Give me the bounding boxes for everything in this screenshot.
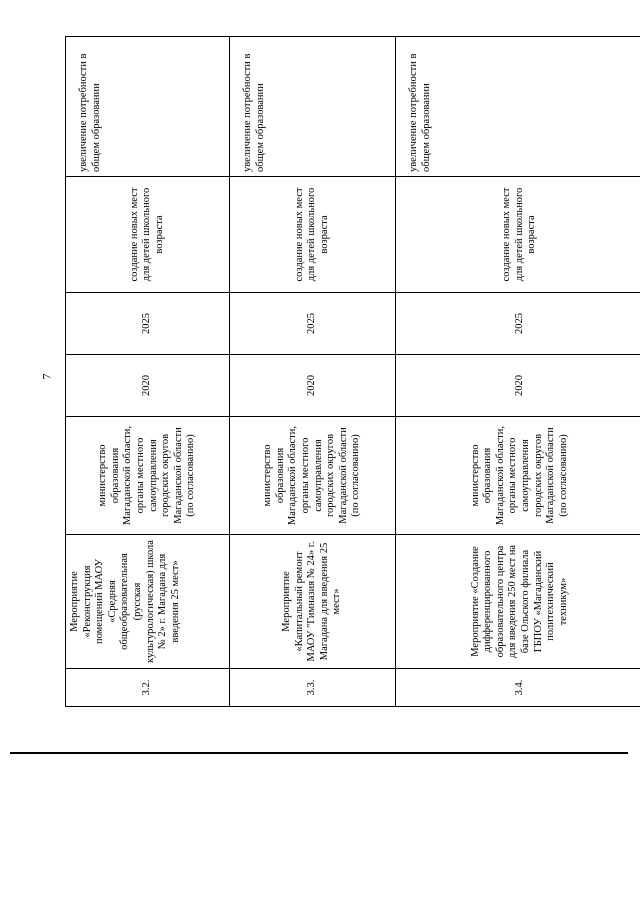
indicator: увеличение потребности в общем образовании [396, 37, 640, 177]
bottom-rule [10, 752, 628, 754]
start-year: 2020 [396, 355, 640, 417]
table-row [396, 37, 640, 707]
page-number: 7 [39, 373, 54, 380]
activities-table [65, 36, 640, 707]
event-name: Мероприятие «Реконструкция помещений МАОУ «Средняя общеобразовательная (русская культурологическая) школа № 2» г. Магадана для введения 25 мест» [66, 535, 230, 669]
start-year: 2020 [230, 355, 396, 417]
indicator: увеличение потребности в общем образовании [66, 37, 230, 177]
row-number: 3.3. [230, 669, 396, 707]
event-name: Мероприятие «Капитальный ремонт МАОУ "Гимназия № 24» г. Магадана для введения 25 мест» [230, 535, 396, 669]
indicator: увеличение потребности в общем образовании [230, 37, 396, 177]
event-name: Мероприятие «Создание дифференцированного образовательного центра для введения 250 мест на базе Ольского филиала ГБПОУ «Магаданский политехнический техникум» [396, 535, 640, 669]
responsible-org: министерство образования Магаданской области, органы местного самоуправления городских округов Магаданской области (по согласованию) [230, 417, 396, 535]
table-row [230, 37, 396, 707]
expected-result: создание новых мест для детей школьного возраста [66, 177, 230, 293]
start-year: 2020 [66, 355, 230, 417]
rotated-table-container [65, 37, 640, 707]
expected-result: создание новых мест для детей школьного возраста [396, 177, 640, 293]
table-row [66, 37, 230, 707]
responsible-org: министерство образования Магаданской области, органы местного самоуправления городских округов Магаданской области (по согласованию) [396, 417, 640, 535]
row-number: 3.2. [66, 669, 230, 707]
table-rotator [65, 37, 640, 707]
end-year: 2025 [66, 293, 230, 355]
expected-result: создание новых мест для детей школьного возраста [230, 177, 396, 293]
end-year: 2025 [230, 293, 396, 355]
row-number: 3.4. [396, 669, 640, 707]
responsible-org: министерство образования Магаданской области, органы местного самоуправления городских округов Магаданской области (по согласованию) [66, 417, 230, 535]
end-year: 2025 [396, 293, 640, 355]
